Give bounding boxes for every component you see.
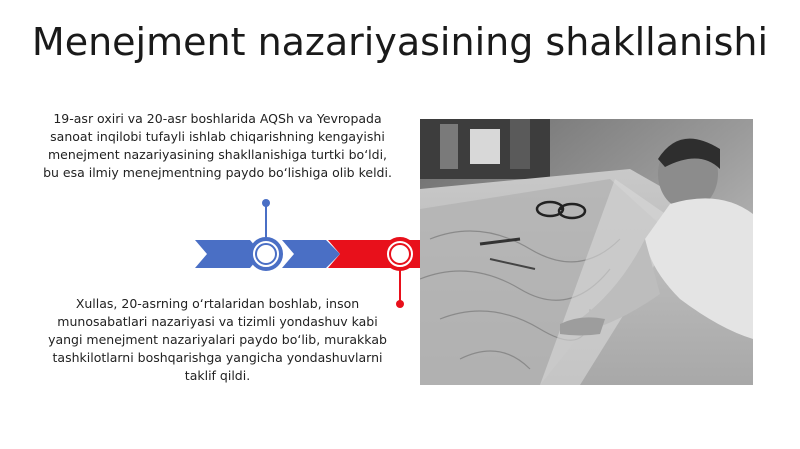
timeline-dot-blue bbox=[262, 199, 270, 207]
timeline-arrow-blue-2 bbox=[282, 240, 340, 268]
slide-title: Menejment nazariyasining shakllanishi bbox=[31, 20, 769, 64]
timeline-node-red-inner bbox=[390, 244, 410, 264]
timeline-node-blue-inner bbox=[256, 244, 276, 264]
timeline-text-bottom: Xullas, 20-asrning o‘rtalaridan boshlab, inson munosabatlari nazariyasi va tizimli yondashuv kabi yangi menejment nazariyalari paydo bo‘lib, murakkab tashkilotlarni boshqarishga yangicha yondashuvlarni taklif qildi. bbox=[48, 296, 387, 383]
timeline-text-top: 19-asr oxiri va 20-asr boshlarida AQSh va Yevropada sanoat inqilobi tufayli ishlab chiqarishning kengayishi menejment nazariyasining shakllanishiga turtki bo‘ldi, bu esa ilmiy menejmentning paydo bo‘lishiga olib keldi. bbox=[43, 111, 392, 180]
photo-illustration bbox=[420, 119, 753, 385]
timeline-dot-red bbox=[396, 300, 404, 308]
historical-photo bbox=[420, 119, 753, 385]
